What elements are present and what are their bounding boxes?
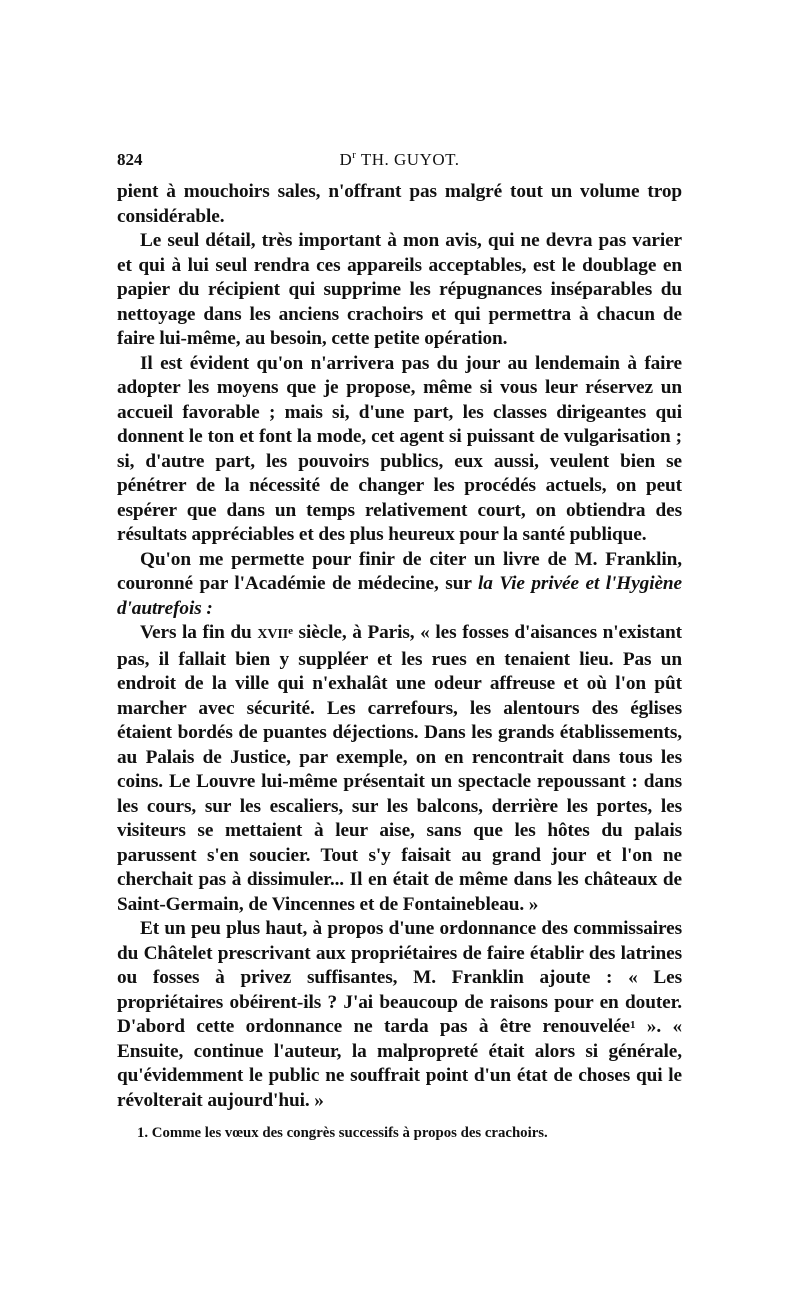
running-head — [117, 150, 682, 180]
footnote-reference: 1 — [630, 1019, 636, 1031]
quote-paris-start: Vers la fin du — [140, 622, 258, 643]
header-author-name: TH. GUYOT. — [356, 150, 460, 169]
book-page — [117, 150, 682, 1143]
quote-paris-rest: siècle, à Paris, « les fosses d'aisances n'existant pas, il fallait bien y suppléer et les rues en tenaient lieu. Pas un endroit de la ville qui n'exhalât une odeur affreuse et où l'on pût marcher avec sécurité. Les carrefours, les alentours des églises étaient bordés de puantes déjections. Dans les grands établissements, au Palais de Justice, par exemple, on en rencontrait dans tous les coins. Le Louvre lui-même présentait un spectacle repoussant : dans les cours, sur les escaliers, sur les balcons, derrière les portes, les visiteurs se mettaient à leur aise, sans que les hôtes du palais parussent s'en soucier. Tout s'y faisait au grand jour et l'on ne cherchait pas à dissimuler... Il en était de même dans les châteaux de Saint-Germain, de Vincennes et de Fontainebleau. » — [117, 622, 682, 915]
book-title: la Vie privée et l'Hygiène d'autrefois : — [117, 573, 683, 619]
chatelet-rest: ». « Ensuite, continue l'auteur, la malpropreté était alors si générale, qu'évidemment le public ne souffrait point d'un état de choses qui le révolterait aujourd'hui. » — [117, 1016, 682, 1111]
century-roman: XVII — [257, 627, 289, 642]
citation-intro: Qu'on me permette pour finir de citer un livre de M. Franklin, couronné par l'Académie de médecine, sur — [117, 548, 682, 594]
chatelet-start: Et un peu plus haut, à propos d'une ordonnance des commissaires du Châtelet prescrivant aux propriétaires de faire établir des latrines ou fosses à privez suffisantes, M. Franklin ajoute : « Les propriétaires obéirent-ils ? J'ai beaucoup de raisons pour en douter. D'abord cette ordonnance ne tarda pas à être renouvelée — [117, 918, 682, 1037]
page-number: 824 — [117, 150, 143, 169]
paragraph-continuation: pient à mouchoirs sales, n'offrant pas malgré tout un volume trop considérable. — [117, 181, 682, 227]
paragraph-quote-paris — [117, 621, 682, 917]
footnote: 1. Comme les vœux des congrès successifs à propos des crachoirs. — [137, 1125, 548, 1141]
paragraph-evident: Il est évident qu'on n'arrivera pas du jour au lendemain à faire adopter les moyens que je propose, même si vous leur réservez un accueil favorable ; mais si, d'une part, les classes dirigeantes qui donnent le ton et font la mode, cet agent si puissant de vulgarisation ; si, d'autre part, les pouvoirs publics, eux aussi, veulent bien se pénétrer de la nécessité de changer les procédés actuels, on peut espérer que dans un temps relativement court, on obtiendra des résultats appréciables et des plus heureux pour la santé publique. — [117, 352, 682, 545]
paragraph-detail: Le seul détail, très important à mon avis, qui ne devra pas varier et qui à lui seul rendra ces appareils acceptables, est le doublage en papier du récipient qui supprime les répugnances inséparables du nettoyage dans les anciens crachoirs et qui permettra à chacun de faire lui-même, au besoin, cette petite opération. — [117, 230, 682, 349]
century-sup: e — [288, 625, 293, 637]
header-author-sup: r — [352, 149, 357, 161]
header-author-prefix: D — [339, 150, 353, 169]
paragraph-franklin-citation — [117, 548, 682, 622]
body-text — [117, 180, 682, 1113]
paragraph-chatelet — [117, 917, 682, 1113]
century-numeral — [257, 627, 293, 642]
header-title — [117, 150, 682, 170]
